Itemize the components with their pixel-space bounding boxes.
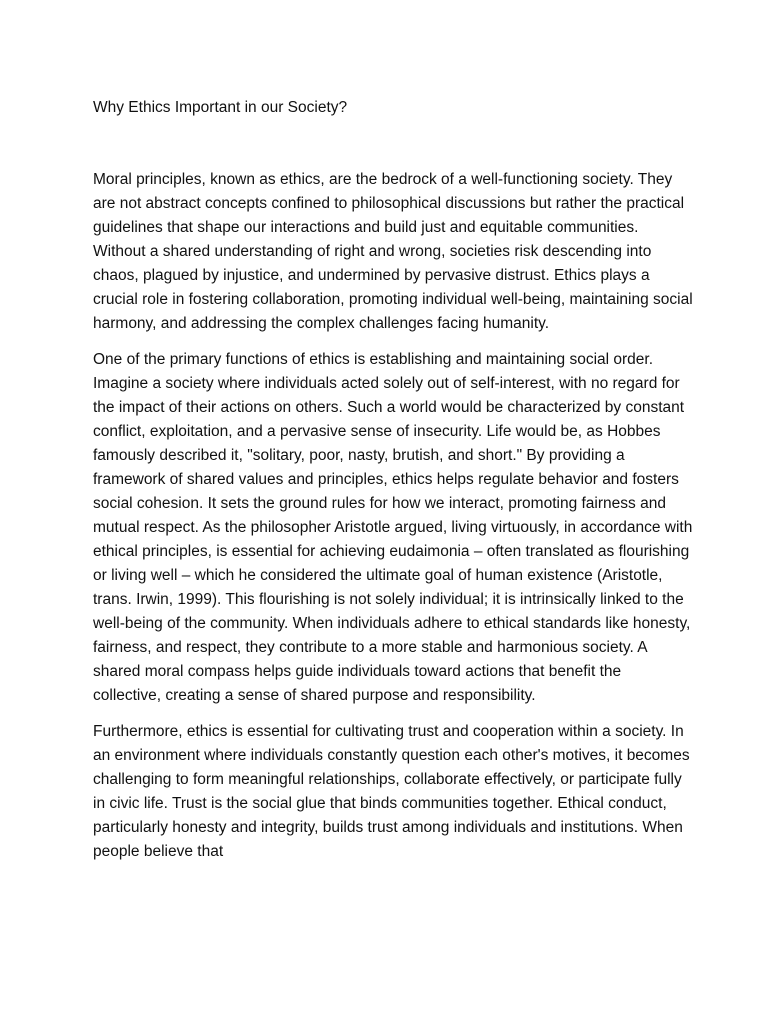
document-body xyxy=(93,96,693,864)
paragraph-trust-cooperation: Furthermore, ethics is essential for cultivating trust and cooperation within a society. In an environment where individuals constantly question each other's motives, it becomes challenging to form meaningful relationships, collaborate effectively, or participate fully in civic life. Trust is the social glue that binds communities together. Ethical conduct, particularly honesty and integrity, builds trust among individuals and institutions. When people believe that xyxy=(93,723,690,860)
paragraph-social-order: One of the primary functions of ethics is establishing and maintaining social order. Imagine a society where individuals acted solely out of self-interest, with no regard for the impact of their actions on others. Such a world would be characterized by constant conflict, exploitation, and a pervasive sense of insecurity. Life would be, as Hobbes famously described it, "solitary, poor, nasty, brutish, and short." By providing a framework of shared values and principles, ethics helps regulate behavior and fosters social cohesion. It sets the ground rules for how we interact, promoting fairness and mutual respect. As the philosopher Aristotle argued, living virtuously, in accordance with ethical principles, is essential for achieving eudaimonia – often translated as flourishing or living well – which he considered the ultimate goal of human existence (Aristotle, trans. Irwin, 1999). This flourishing is not solely individual; it is intrinsically linked to the well-being of the community. When individuals adhere to ethical standards like honesty, fairness, and respect, they contribute to a more stable and harmonious society. A shared moral compass helps guide individuals toward actions that benefit the collective, creating a sense of shared purpose and responsibility. xyxy=(93,351,693,704)
document-title: Why Ethics Important in our Society? xyxy=(93,99,348,116)
paragraph-introduction: Moral principles, known as ethics, are the bedrock of a well-functioning society. They are not abstract concepts confined to philosophical discussions but rather the practical guidelines that shape our interactions and build just and equitable communities. Without a shared understanding of right and wrong, societies risk descending into chaos, plagued by injustice, and undermined by pervasive distrust. Ethics plays a crucial role in fostering collaboration, promoting individual well-being, maintaining social harmony, and addressing the complex challenges facing humanity. xyxy=(93,171,693,332)
